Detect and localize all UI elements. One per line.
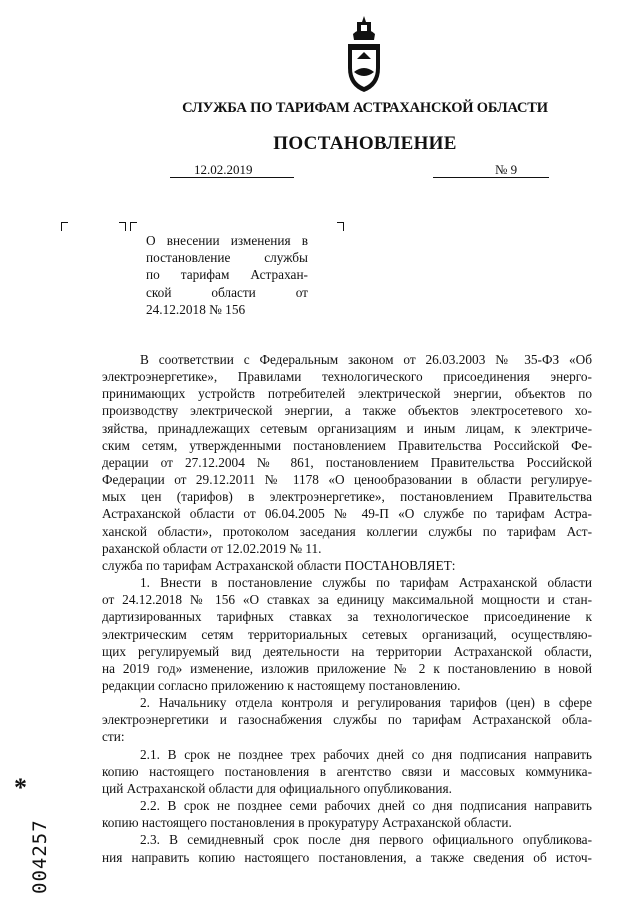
margin-stamp-number: 004257 — [29, 819, 51, 894]
body-line: 2.2. В срок не позднее семи рабочих дней со дня подписания направить — [140, 798, 592, 814]
body-line: мых цен (тарифов) в электроэнергетике», постановлением Правительства — [102, 489, 592, 505]
body-line: электроэнергетики и газоснабжения службы по тарифам Астраханской обла- — [102, 712, 592, 728]
body-line: на 2019 год» изменение, изложив приложение № 2 к постановлению в новой — [102, 660, 592, 676]
body-line: электроэнергетике», Правилами технологического присоединения энерго- — [102, 369, 592, 385]
subject-line: по тарифам Астрахан- — [146, 267, 308, 283]
body-line: сти: — [102, 729, 125, 745]
body-line: служба по тарифам Астраханской области ПОСТАНОВЛЯЕТ: — [102, 557, 456, 573]
body-line: Федерации от 29.12.2011 № 1178 «О ценообразовании в области регулируе- — [102, 472, 592, 488]
margin-corner-mark — [337, 222, 344, 231]
body-line: копию настоящего постановления в агентство связи и массовых коммуника- — [102, 763, 592, 779]
body-line: 1. Внести в постановление службы по тарифам Астраханской области — [140, 575, 592, 591]
document-type-title: ПОСТАНОВЛЕНИЕ — [273, 133, 457, 154]
subject-line: О внесении изменения в — [146, 233, 308, 248]
organization-title: СЛУЖБА ПО ТАРИФАМ АСТРАХАНСКОЙ ОБЛАСТИ — [182, 100, 548, 116]
body-line: ханской области», протоколом заседания коллегии службы по тарифам Аст- — [102, 523, 592, 539]
body-line: раханской области от 12.02.2019 № 11. — [102, 540, 322, 556]
body-line: ций Астраханской области для официального опубликования. — [102, 780, 452, 796]
margin-corner-mark — [61, 222, 68, 231]
body-line: ским сетям, утвержденными постановлением Правительства Российской Фе- — [102, 437, 592, 453]
body-line: 2.1. В срок не позднее трех рабочих дней со дня подписания направить — [140, 746, 592, 762]
body-line: зяйства, принадлежащих сетевым организациям и иным лицам, к электриче- — [102, 420, 592, 436]
body-line: от 24.12.2018 № 156 «О ставках за единицу максимальной мощности и стан- — [102, 592, 592, 608]
body-line: Астраханской области от 06.04.2005 № 49-П «О службе по тарифам Астра- — [102, 506, 592, 522]
document-date: 12.02.2019 — [170, 161, 294, 178]
margin-stamp-mark: * — [14, 773, 27, 802]
document-body — [102, 351, 592, 866]
body-line: ния направить копию настоящего постановления, а также сведения об источ- — [102, 849, 592, 865]
subject-block — [146, 232, 308, 318]
subject-line: 24.12.2018 № 156 — [146, 301, 246, 317]
coat-of-arms-icon — [343, 14, 385, 96]
body-line: дартизированных тарифных ставках за технологическое присоединение к — [102, 609, 592, 625]
subject-line: постановление службы — [146, 250, 308, 266]
body-line: щих регулируемый вид деятельности на территории Астраханской области, — [102, 643, 592, 659]
body-line: копию настоящего постановления в прокуратуру Астраханской области. — [102, 815, 512, 831]
margin-corner-mark — [130, 222, 137, 231]
body-line: принимающих устройств потребителей электрической энергии, объектов по — [102, 386, 592, 402]
body-line: 2. Начальнику отдела контроля и регулирования тарифов (цен) в сфере — [140, 695, 592, 711]
body-line: 2.3. В семидневный срок после дня первого официального опубликова- — [140, 832, 592, 848]
body-line: В соответствии с Федеральным законом от 26.03.2003 № 35-ФЗ «Об — [140, 352, 592, 367]
subject-line: ской области от — [146, 284, 308, 300]
body-line: дерации от 27.12.2004 № 861, постановлением Правительства Российской — [102, 454, 592, 470]
margin-corner-mark — [119, 222, 126, 231]
body-line: редакции согласно приложению к настоящему постановлению. — [102, 677, 461, 693]
body-line: производству электрической энергии, а также объектов электросетевого хо- — [102, 403, 592, 419]
document-number: № 9 — [433, 161, 549, 178]
body-line: электрическим сетям территориальных сетевых организаций, осуществляю- — [102, 626, 592, 642]
